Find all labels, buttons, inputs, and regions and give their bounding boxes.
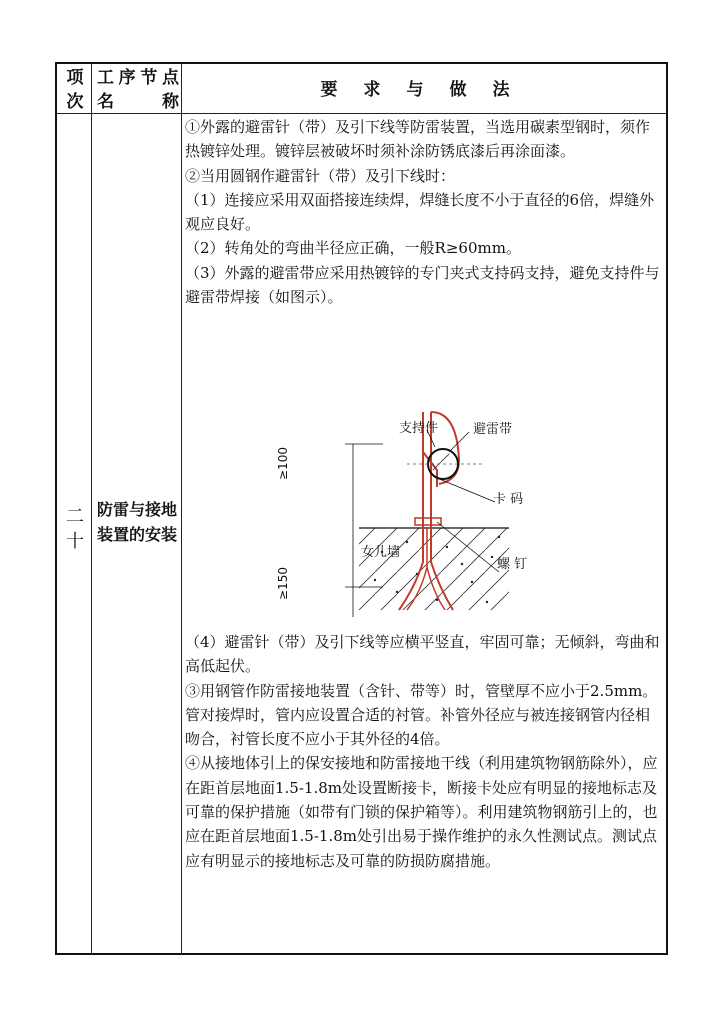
leader-line (437, 478, 495, 502)
header-process-name: 工序节点名称 (97, 68, 179, 112)
label-support: 支持件 (399, 421, 439, 436)
dimension-label-bottom: ≥150 (276, 567, 290, 600)
label-parapet: 女儿墙 (361, 545, 401, 560)
paragraph: ②当用圆钢作避雷针（带）及引下线时： (185, 166, 456, 185)
requirements-text-bottom (185, 630, 663, 873)
lightning-strip-support-diagram (287, 352, 547, 617)
paragraph: （2）转角处的弯曲半径应正确，一般R≥60mm。 (185, 239, 521, 258)
header-seq: 项次 (66, 68, 84, 112)
paragraph: ①外露的避雷针（带）及引下线等防雷装置，当选用碳素型钢时，须作热镀锌处理。镀锌层被破坏时须补涂防锈底漆后再涂面漆。 (185, 118, 651, 161)
paragraph: （1）连接应采用双面搭接连续焊，焊缝长度不小于直径的6倍，焊缝外观应良好。 (185, 190, 655, 234)
column-divider (91, 64, 92, 953)
paragraph: ④从接地体引上的保安接地和防雷接地干线（利用建筑物钢筋除外），应在距首层地面1.5-1.8m处设置断接卡，断接卡处应有明显的接地标志及可靠的保护措施（如带有门锁的保护箱等）。利用建筑物钢筋引上的，也应在距首层地面1.5-1.8m处引出易于操作维护的永久性测试点。测试点应有明显示的接地标志及可靠的防损防腐措施。 (185, 754, 658, 870)
bolt (415, 518, 441, 525)
row-seq-number: 二十 (66, 506, 84, 552)
dimension-label-top: ≥100 (276, 447, 290, 480)
paragraph: （4）避雷针（带）及引下线等应横平竖直，牢固可靠；无倾斜，弯曲和高低起伏。 (185, 633, 660, 676)
label-bolt: 螺 钉 (497, 557, 528, 572)
column-divider (181, 64, 182, 953)
label-lightning-strip: 避雷带 (473, 422, 513, 437)
specification-table (55, 62, 668, 955)
label-clip: 卡 码 (493, 492, 524, 507)
row-process-name: 防雷与接地装置的安装 (97, 500, 178, 544)
paragraph: ③用钢管作防雷接地装置（含针、带等）时，管壁厚不应小于2.5mm。管对接焊时，管内应设置合适的衬管。补管外径应与被连接钢管内径相吻合，衬管长度不应小于其外径的4倍。 (185, 681, 658, 749)
requirements-text-top (185, 115, 663, 309)
paragraph: （3）外露的避雷带应采用热镀锌的专门夹式支持码支持，避免支持件与避雷带焊接（如图示）。 (185, 263, 660, 307)
header-requirements: 要求与做法 (320, 80, 536, 100)
